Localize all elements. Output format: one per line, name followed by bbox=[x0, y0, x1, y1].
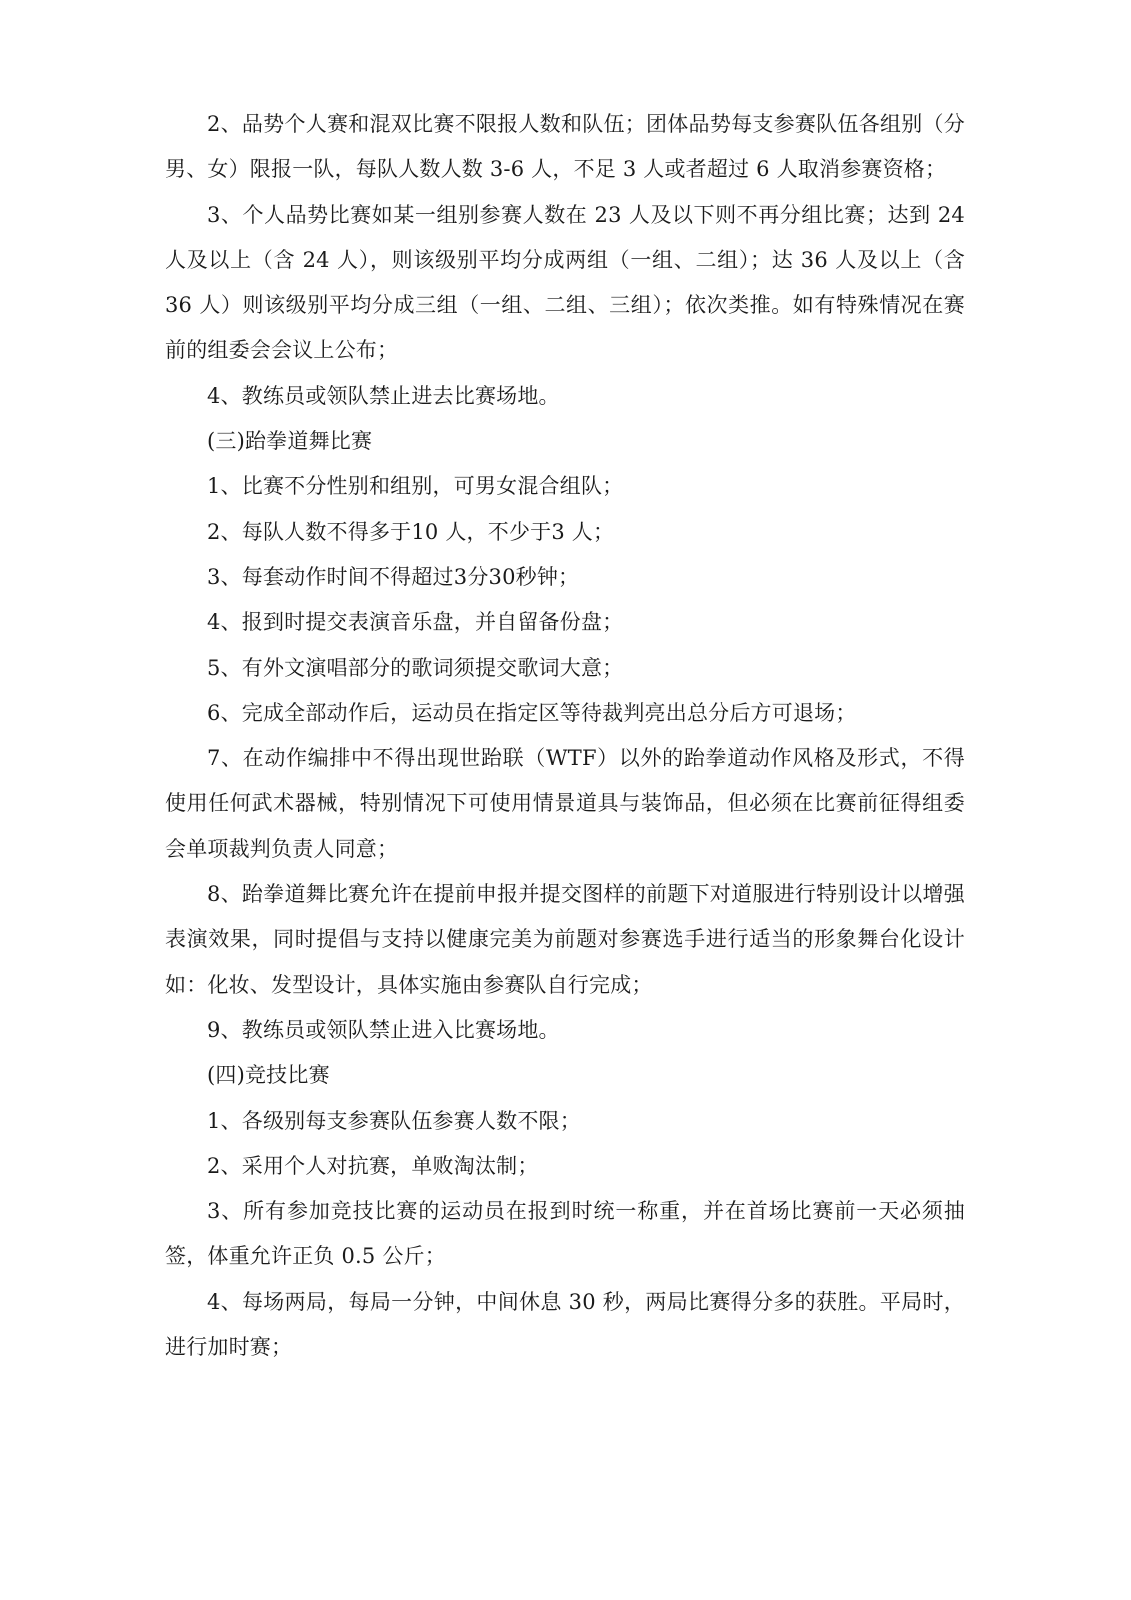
paragraph-dance-rule-2: 2、每队人数不得多于10 人，不少于3 人； bbox=[207, 519, 615, 544]
paragraph-dance-rule-7: 7、在动作编排中不得出现世跆联（WTF）以外的跆拳道动作风格及形式，不得使用任何武术器械，特别情况下可使用情景道具与装饰品，但必须在比赛前征得组委会单项裁判负责人同意； bbox=[165, 746, 965, 861]
section-heading-dance: (三)跆拳道舞比赛 bbox=[207, 429, 373, 454]
paragraph-sparring-rule-4: 4、每场两局，每局一分钟，中间休息 30 秒，两局比赛得分多的获胜。平局时，进行加时赛； bbox=[165, 1289, 965, 1360]
paragraph-sparring-rule-3: 3、所有参加竞技比赛的运动员在报到时统一称重，并在首场比赛前一天必须抽签，体重允许正负 0.5 公斤； bbox=[165, 1199, 965, 1269]
paragraph-dance-rule-5: 5、有外文演唱部分的歌词须提交歌词大意； bbox=[207, 655, 624, 680]
paragraph-dance-rule-1: 1、比赛不分性别和组别，可男女混合组队； bbox=[207, 474, 624, 499]
paragraph-coach-restriction-poomsae: 4、教练员或领队禁止进去比赛场地。 bbox=[207, 383, 560, 408]
paragraph-sparring-rule-1: 1、各级别每支参赛队伍参赛人数不限； bbox=[207, 1108, 581, 1133]
paragraph-dance-rule-3: 3、每套动作时间不得超过3分30秒钟； bbox=[207, 564, 580, 589]
section-heading-sparring: (四)竞技比赛 bbox=[207, 1063, 330, 1088]
document-body bbox=[165, 102, 965, 1370]
paragraph-dance-rule-9: 9、教练员或领队禁止进入比赛场地。 bbox=[207, 1017, 560, 1042]
paragraph-individual-poomsae-grouping: 3、个人品势比赛如某一组别参赛人数在 23 人及以下则不再分组比赛；达到 24 人及以上（含 24 人），则该级别平均分成两组（一组、二组）；达 36 人及以上（含 36 人）则该级别平均分成三组（一组、二组、三组）；依次类推。如有特殊情况在赛前的组委会会议上公布； bbox=[165, 202, 965, 363]
paragraph-sparring-rule-2: 2、采用个人对抗赛，单败淘汰制； bbox=[207, 1153, 539, 1178]
paragraph-team-poomsae-rules: 2、品势个人赛和混双比赛不限报人数和队伍；团体品势每支参赛队伍各组别（分男、女）限报一队，每队人数人数 3-6 人，不足 3 人或者超过 6 人取消参赛资格； bbox=[165, 112, 965, 182]
paragraph-dance-rule-8: 8、跆拳道舞比赛允许在提前申报并提交图样的前题下对道服进行特别设计以增强表演效果，同时提倡与支持以健康完美为前题对参赛选手进行适当的形象舞台化设计如：化妆、发型设计，具体实施由参赛队自行完成； bbox=[165, 882, 965, 997]
paragraph-dance-rule-6: 6、完成全部动作后，运动员在指定区等待裁判亮出总分后方可退场； bbox=[207, 700, 857, 725]
paragraph-dance-rule-4: 4、报到时提交表演音乐盘，并自留备份盘； bbox=[207, 610, 624, 635]
